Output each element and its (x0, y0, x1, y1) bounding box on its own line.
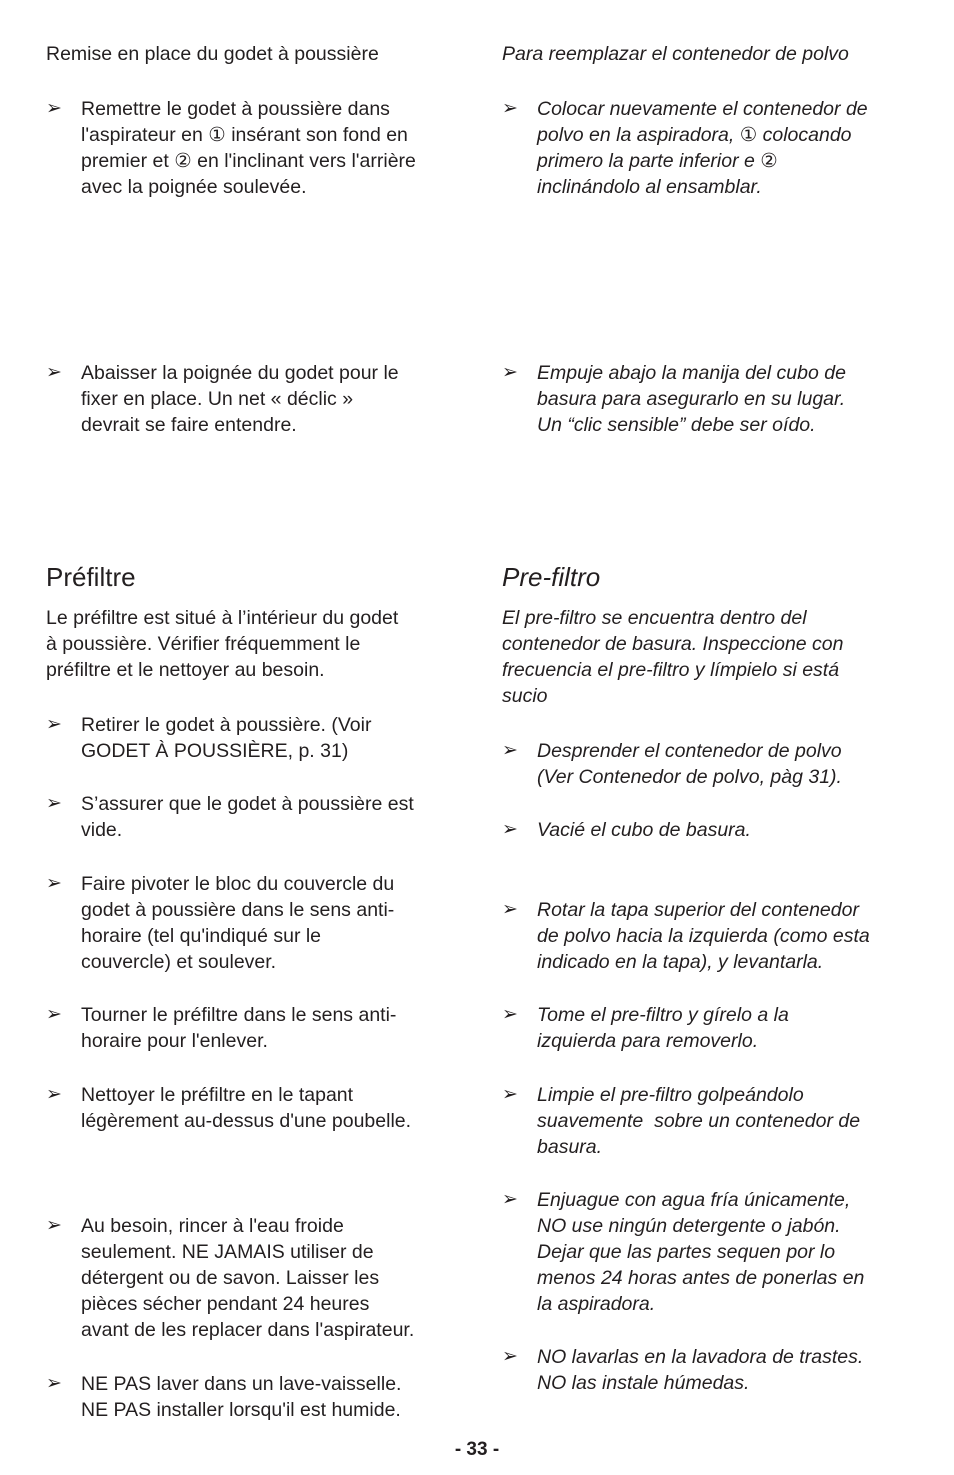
bullet-text: Empuje abajo la manija del cubo de basura para asegurarlo en su lugar. Un “clic sensible” debe ser oído. (537, 362, 846, 436)
arrow-bullet-icon: ➢ (502, 98, 518, 119)
arrow-bullet-icon: ➢ (46, 362, 62, 383)
intro-paragraph-fr: Le préfiltre est situé à l’intérieur du godet à poussière. Vérifier fréquemment le préfiltre et le nettoyer au besoin. (46, 607, 399, 681)
bullet-text: Vacié el cubo de basura. (537, 819, 751, 841)
arrow-bullet-icon: ➢ (46, 1215, 62, 1236)
arrow-bullet-icon: ➢ (46, 793, 62, 814)
intro-paragraph-es: El pre-filtro se encuentra dentro del contenedor de basura. Inspeccione con frecuencia el pre-filtro y límpielo si está sucio (502, 607, 844, 707)
bullet-text: Limpie el pre-filtro golpeándolo suavemente sobre un contenedor de basura. (537, 1084, 861, 1158)
bullet-text: Rotar la tapa superior del contenedor de polvo hacia la izquierda (como esta indicado en la tapa), y levantarla. (537, 899, 870, 973)
section-heading-es: Pre-filtro (502, 562, 601, 592)
section-title-es: Para reemplazar el contenedor de polvo (502, 43, 849, 65)
bullet-text: S’assurer que le godet à poussière est vide. (81, 793, 414, 841)
arrow-bullet-icon: ➢ (502, 362, 518, 383)
bullet-text: Desprender el contenedor de polvo (Ver Contenedor de polvo, pàg 31). (537, 740, 842, 788)
page-number: - 33 - (454, 1439, 500, 1460)
arrow-bullet-icon: ➢ (46, 1373, 62, 1394)
bullet-text: Abaisser la poignée du godet pour le fixer en place. Un net « déclic » devrait se faire entendre. (81, 362, 399, 436)
bullet-text: Faire pivoter le bloc du couvercle du godet à poussière dans le sens anti- horaire (tel qu'indiqué sur le couvercle) et soulever. (81, 873, 395, 973)
arrow-bullet-icon: ➢ (502, 1346, 518, 1367)
arrow-bullet-icon: ➢ (502, 819, 518, 840)
bullet-text: Enjuague con agua fría únicamente, NO use ningún detergente o jabón. Dejar que las partes sequen por lo menos 24 horas antes de ponerlas en la aspiradora. (537, 1189, 865, 1315)
bullet-text: Tome el pre-filtro y gírelo a la izquierda para removerlo. (537, 1004, 789, 1052)
bullet-text: Au besoin, rincer à l'eau froide seulement. NE JAMAIS utiliser de détergent ou de savon. Laisser les pièces sécher pendant 24 heures avant de les replacer dans l'aspirateur. (81, 1215, 415, 1341)
arrow-bullet-icon: ➢ (502, 740, 518, 761)
arrow-bullet-icon: ➢ (502, 1004, 518, 1025)
arrow-bullet-icon: ➢ (46, 98, 62, 119)
bullet-text: Colocar nuevamente el contenedor de polvo en la aspiradora, ① colocando primero la parte inferior e ② inclinándolo al ensamblar. (537, 98, 868, 198)
arrow-bullet-icon: ➢ (46, 714, 62, 735)
bullet-text: Retirer le godet à poussière. (Voir GODET À POUSSIÈRE, p. 31) (81, 714, 372, 762)
section-heading-fr: Préfiltre (46, 562, 136, 592)
arrow-bullet-icon: ➢ (46, 1004, 62, 1025)
arrow-bullet-icon: ➢ (46, 1084, 62, 1105)
arrow-bullet-icon: ➢ (502, 899, 518, 920)
section-title-fr: Remise en place du godet à poussière (46, 43, 379, 65)
bullet-text: Nettoyer le préfiltre en le tapant légèrement au-dessus d'une poubelle. (81, 1084, 412, 1132)
bullet-text: NE PAS laver dans un lave-vaisselle. NE PAS installer lorsqu'il est humide. (81, 1373, 402, 1421)
bullet-text: Remettre le godet à poussière dans l'aspirateur en ① insérant son fond en premier et ② en l'inclinant vers l'arrière avec la poignée soulevée. (81, 98, 416, 198)
bullet-text: Tourner le préfiltre dans le sens anti- horaire pour l'enlever. (81, 1004, 397, 1052)
bullet-text: NO lavarlas en la lavadora de trastes. NO las instale húmedas. (537, 1346, 864, 1394)
arrow-bullet-icon: ➢ (502, 1084, 518, 1105)
arrow-bullet-icon: ➢ (46, 873, 62, 894)
arrow-bullet-icon: ➢ (502, 1189, 518, 1210)
